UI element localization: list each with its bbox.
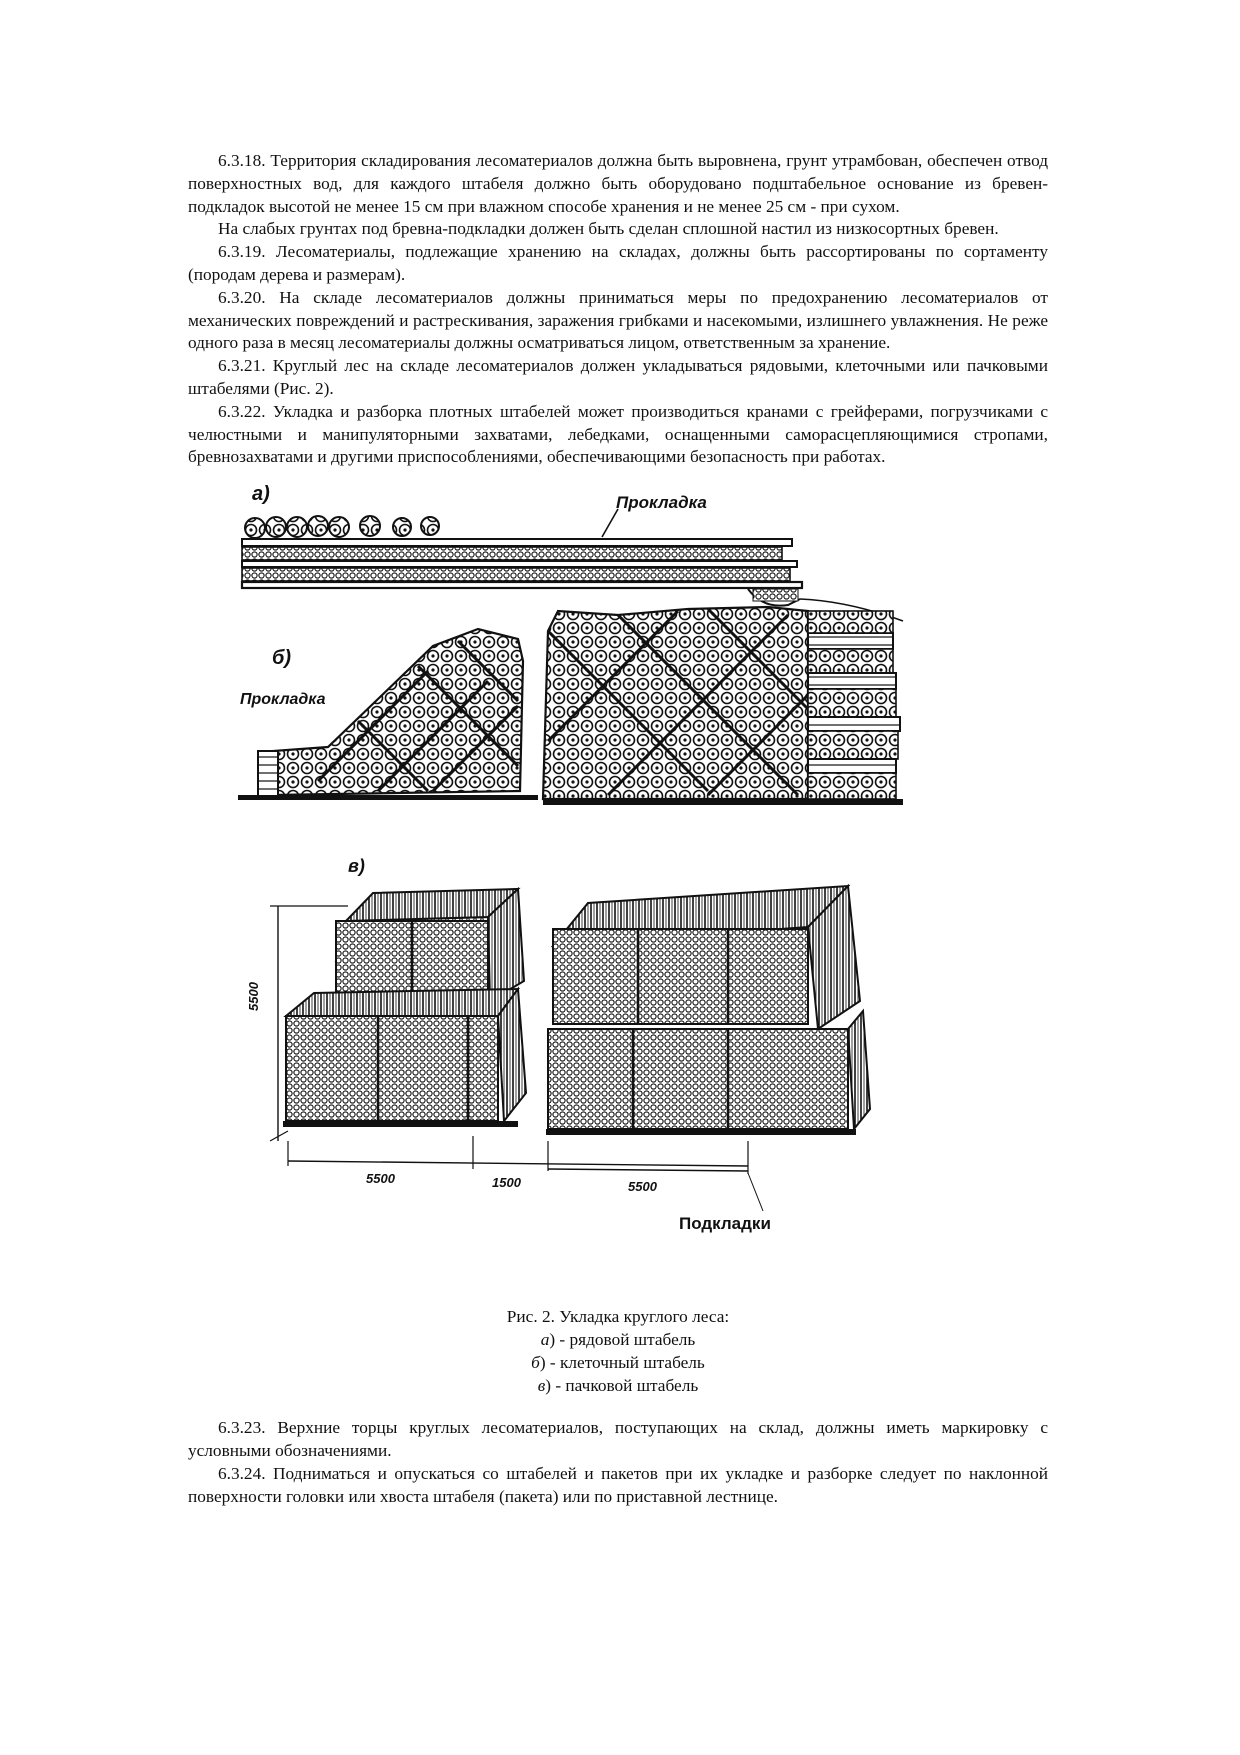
- paragraph-6-3-21: 6.3.21. Круглый лес на складе лесоматериалов должен укладываться рядовыми, клеточными или пачковыми штабелями (Рис. 2).: [188, 356, 1048, 398]
- dimension-gap: 1500: [492, 1175, 521, 1191]
- document-page: [188, 150, 1048, 1509]
- paragraph-6-3-18: 6.3.18. Территория складирования лесоматериалов должна быть выровнена, грунт утрамбован, обеспечен отвод поверхностных вод, для каждого штабеля должно быть оборудовано подштабельное основание из бревен-подкладок высотой не менее 15 см при влажном способе хранения и не менее 25 см - при сухом.: [188, 151, 1048, 216]
- caption-title: Рис. 2. Укладка круглого леса:: [506, 1307, 730, 1327]
- paragraph-6-3-24: 6.3.24. Подниматься и опускаться со штабелей и пакетов при их укладке и разборке следует по наклонной поверхности головки или хвоста штабеля (пакета) или по приставной лестнице.: [188, 1463, 1048, 1506]
- row-stack-drawing: [242, 509, 903, 621]
- label-row-stack: а): [252, 483, 270, 506]
- dimension-height: 5500: [246, 982, 261, 1012]
- caption-item-v: в) - пачковой штабель: [537, 1375, 699, 1395]
- label-prokladka-b: Прокладка: [240, 691, 326, 709]
- paragraph-6-3-23: 6.3.23. Верхние торцы круглых лесоматериалов, поступающих на склад, должны иметь маркировку с условными обозначениями.: [188, 1418, 1048, 1461]
- cage-stack-front-drawing: [543, 607, 903, 805]
- paragraph-6-3-20: 6.3.20. На складе лесоматериалов должны приниматься меры по предохранению лесоматериалов от механических повреждений и растрескивания, заражения грибками и насекомыми, излишнего увлажнения. Не реже одного раза в месяц лесоматериалы должны осматриваться лицом, ответственным за хранение.: [188, 287, 1048, 353]
- paragraph-6-3-19: 6.3.19. Лесоматериалы, подлежащие хранению на складах, должны быть рассортированы по сортаменту (породам дерева и размерам).: [188, 242, 1048, 284]
- package-stack-drawing: [270, 886, 870, 1211]
- paragraph-weak-soil: На слабых грунтах под бревна-подкладки должен быть сделан сплошной настил из низкосортных бревен.: [218, 219, 999, 239]
- caption-item-a: а) - рядовой штабель: [540, 1329, 696, 1349]
- dimension-left-width: 5500: [366, 1171, 395, 1187]
- caption-item-b: б) - клеточный штабель: [531, 1352, 705, 1372]
- bottom-paragraphs: [188, 1417, 1048, 1508]
- figure-2-timber-stacking: [188, 481, 1048, 1306]
- figure-drawing: [188, 481, 1048, 1306]
- dimension-right-width: 5500: [628, 1179, 657, 1195]
- figure-caption: [188, 1306, 1048, 1397]
- label-package-stack: в): [348, 856, 365, 877]
- label-cage-stack: б): [272, 647, 292, 670]
- label-podkladki: Подкладки: [679, 1214, 771, 1234]
- paragraph-6-3-22: 6.3.22. Укладка и разборка плотных штабелей может производиться кранами с грейферами, погрузчиками с челюстными и манипуляторными захватами, лебедками, оснащенными саморасцепляющимися стропами, бревнозахватами и другими приспособлениями, обеспечивающими безопасность при работах.: [188, 401, 1048, 467]
- label-prokladka-a: Прокладка: [616, 493, 707, 513]
